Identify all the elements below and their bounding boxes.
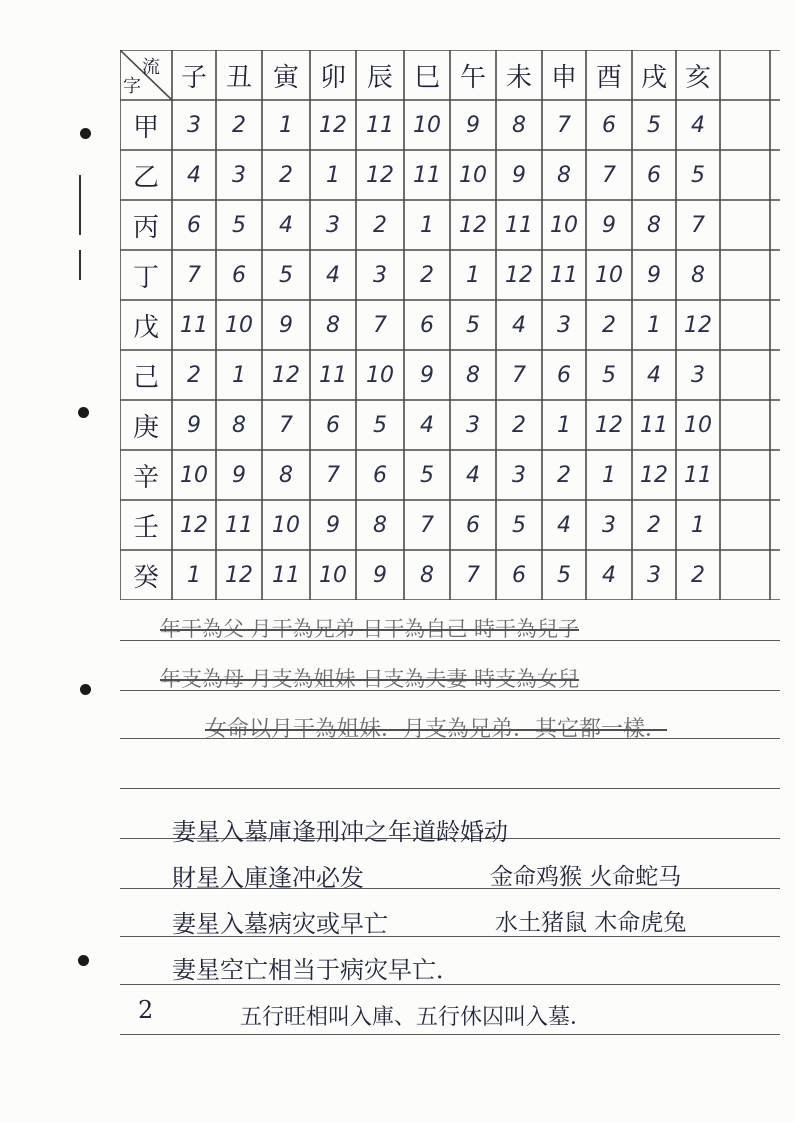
value-cell: 2	[373, 212, 387, 238]
note-number: 2	[138, 996, 154, 1024]
value-cell: 12	[180, 512, 208, 538]
value-cell: 12	[225, 562, 253, 588]
value-cell: 2	[691, 562, 705, 588]
punch-hole	[78, 407, 89, 418]
value-cell: 8	[647, 212, 661, 238]
value-cell: 6	[232, 262, 246, 288]
value-cell: 1	[187, 562, 201, 588]
value-cell: 8	[373, 512, 387, 538]
value-cell: 11	[640, 412, 668, 438]
value-cell: 6	[512, 562, 526, 588]
stem-cell: 庚	[132, 412, 159, 443]
value-cell: 1	[647, 312, 661, 338]
header-cell: 丑	[225, 62, 252, 93]
value-cell: 1	[326, 162, 340, 188]
value-cell: 10	[595, 262, 623, 288]
value-cell: 9	[420, 362, 434, 388]
value-cell: 5	[557, 562, 571, 588]
value-cell: 11	[550, 262, 578, 288]
value-cell: 10	[319, 562, 347, 588]
punch-hole	[80, 128, 91, 139]
value-cell: 12	[505, 262, 533, 288]
table-row	[120, 250, 780, 300]
value-cell: 4	[512, 312, 526, 338]
value-cell: 10	[413, 112, 441, 138]
value-cell: 1	[602, 462, 616, 488]
value-cell: 11	[505, 212, 533, 238]
header-cell: 未	[505, 62, 532, 93]
value-cell: 6	[466, 512, 480, 538]
value-cell: 4	[466, 462, 480, 488]
value-cell: 4	[602, 562, 616, 588]
value-cell: 7	[512, 362, 526, 388]
value-cell: 2	[420, 262, 434, 288]
margin-mark	[79, 175, 81, 235]
value-cell: 11	[319, 362, 347, 388]
punch-hole	[80, 684, 91, 695]
value-cell: 2	[557, 462, 571, 488]
table-row	[120, 550, 780, 600]
corner-label-char: 字	[123, 76, 141, 97]
value-cell: 7	[691, 212, 705, 238]
margin-mark	[79, 250, 81, 280]
stem-cell: 丙	[132, 212, 159, 243]
stem-cell: 辛	[132, 462, 159, 493]
value-cell: 9	[187, 412, 201, 438]
value-cell: 7	[466, 562, 480, 588]
value-cell: 12	[366, 162, 394, 188]
value-cell: 3	[557, 312, 571, 338]
value-cell: 6	[557, 362, 571, 388]
note-line: 妻星空亡相当于病灾早亡．	[172, 956, 460, 984]
value-cell: 9	[512, 162, 526, 188]
stem-cell: 丁	[132, 262, 159, 293]
value-cell: 5	[602, 362, 616, 388]
value-cell: 12	[684, 312, 712, 338]
value-cell: 9	[647, 262, 661, 288]
value-cell: 6	[187, 212, 201, 238]
value-cell: 10	[459, 162, 487, 188]
header-row	[120, 50, 780, 100]
value-cell: 2	[187, 362, 201, 388]
value-cell: 12	[640, 462, 668, 488]
value-cell: 12	[459, 212, 487, 238]
value-cell: 10	[366, 362, 394, 388]
value-cell: 11	[413, 162, 441, 188]
value-cell: 7	[279, 412, 293, 438]
value-cell: 3	[373, 262, 387, 288]
value-cell: 6	[326, 412, 340, 438]
value-cell: 9	[602, 212, 616, 238]
value-cell: 10	[550, 212, 578, 238]
value-cell: 5	[647, 112, 661, 138]
header-cell: 酉	[595, 62, 622, 93]
note-line: 妻星入墓庫逢刑冲之年道龄婚动	[172, 818, 508, 846]
punch-hole	[78, 955, 89, 966]
stem-cell: 戊	[132, 312, 159, 343]
value-cell: 6	[373, 462, 387, 488]
value-cell: 11	[225, 512, 253, 538]
ruled-line	[120, 1034, 780, 1035]
value-cell: 7	[326, 462, 340, 488]
value-cell: 2	[279, 162, 293, 188]
header-cell: 戌	[640, 62, 667, 93]
value-cell: 7	[420, 512, 434, 538]
value-cell: 2	[232, 112, 246, 138]
value-cell: 4	[187, 162, 201, 188]
table-row	[120, 150, 780, 200]
value-cell: 2	[647, 512, 661, 538]
table-row	[120, 300, 780, 350]
value-cell: 5	[279, 262, 293, 288]
value-cell: 4	[691, 112, 705, 138]
header-cell: 辰	[366, 62, 393, 93]
stem-cell: 甲	[132, 112, 159, 143]
value-cell: 8	[279, 462, 293, 488]
table-row	[120, 100, 780, 150]
value-cell: 3	[691, 362, 705, 388]
value-cell: 6	[602, 112, 616, 138]
value-cell: 12	[319, 112, 347, 138]
corner-label-flow: 流	[142, 57, 160, 78]
value-cell: 9	[466, 112, 480, 138]
value-cell: 4	[279, 212, 293, 238]
crossed-note-line: 年干為父 月干為兄弟 日干為自己 時干為兒子	[160, 617, 580, 641]
value-cell: 7	[187, 262, 201, 288]
stem-cell: 乙	[132, 162, 159, 193]
note-line: 妻星入墓病灾或早亡	[172, 910, 388, 938]
value-cell: 6	[420, 312, 434, 338]
value-cell: 3	[647, 562, 661, 588]
value-cell: 10	[684, 412, 712, 438]
crossed-note-line: 年支為母 月支為姐妹 日支為夫妻 時支為女兒	[160, 667, 580, 691]
value-cell: 8	[420, 562, 434, 588]
value-cell: 4	[326, 262, 340, 288]
note-line: 金命鸡猴 火命蛇马	[490, 864, 682, 890]
table-row	[120, 350, 780, 400]
table-row	[120, 400, 780, 450]
value-cell: 7	[373, 312, 387, 338]
value-cell: 2	[512, 412, 526, 438]
value-cell: 5	[420, 462, 434, 488]
value-cell: 2	[602, 312, 616, 338]
header-cell: 申	[550, 62, 577, 93]
header-cell: 子	[180, 62, 207, 93]
value-cell: 8	[326, 312, 340, 338]
stem-cell: 癸	[132, 562, 159, 593]
flow-year-table	[120, 50, 780, 600]
value-cell: 4	[557, 512, 571, 538]
value-cell: 12	[595, 412, 623, 438]
header-cell: 午	[459, 62, 486, 93]
value-cell: 8	[232, 412, 246, 438]
value-cell: 11	[366, 112, 394, 138]
value-cell: 10	[180, 462, 208, 488]
stem-cell: 己	[132, 362, 159, 393]
header-cell: 巳	[413, 62, 440, 93]
ruled-line	[120, 788, 780, 789]
value-cell: 8	[512, 112, 526, 138]
value-cell: 3	[232, 162, 246, 188]
value-cell: 8	[466, 362, 480, 388]
value-cell: 8	[557, 162, 571, 188]
table-row	[120, 200, 780, 250]
table-row	[120, 450, 780, 500]
value-cell: 3	[326, 212, 340, 238]
table-row	[120, 500, 780, 550]
note-line: 五行旺相叫入庫、五行休囚叫入墓．	[240, 1005, 593, 1030]
value-cell: 1	[279, 112, 293, 138]
header-cell: 卯	[319, 62, 346, 93]
value-cell: 1	[420, 212, 434, 238]
note-line: 財星入庫逢冲必发	[172, 864, 364, 892]
value-cell: 9	[279, 312, 293, 338]
value-cell: 10	[272, 512, 300, 538]
value-cell: 11	[684, 462, 712, 488]
value-cell: 9	[232, 462, 246, 488]
value-cell: 5	[512, 512, 526, 538]
value-cell: 11	[272, 562, 300, 588]
value-cell: 4	[647, 362, 661, 388]
value-cell: 5	[232, 212, 246, 238]
header-cell: 寅	[272, 62, 299, 93]
value-cell: 10	[225, 312, 253, 338]
stem-cell: 壬	[132, 512, 159, 543]
value-cell: 7	[602, 162, 616, 188]
value-cell: 1	[466, 262, 480, 288]
value-cell: 3	[466, 412, 480, 438]
value-cell: 3	[187, 112, 201, 138]
value-cell: 11	[180, 312, 208, 338]
note-line: 水土猪鼠 木命虎兔	[495, 910, 687, 936]
value-cell: 7	[557, 112, 571, 138]
value-cell: 1	[232, 362, 246, 388]
value-cell: 5	[466, 312, 480, 338]
crossed-note-line: 女命以月干為姐妹．月支為兄弟．其它都一樣．	[205, 717, 668, 742]
value-cell: 1	[557, 412, 571, 438]
value-cell: 4	[420, 412, 434, 438]
value-cell: 5	[373, 412, 387, 438]
value-cell: 9	[326, 512, 340, 538]
value-cell: 5	[691, 162, 705, 188]
header-cell: 亥	[684, 62, 711, 93]
value-cell: 12	[272, 362, 300, 388]
value-cell: 3	[512, 462, 526, 488]
value-cell: 8	[691, 262, 705, 288]
value-cell: 6	[647, 162, 661, 188]
value-cell: 3	[602, 512, 616, 538]
value-cell: 1	[691, 512, 705, 538]
value-cell: 9	[373, 562, 387, 588]
